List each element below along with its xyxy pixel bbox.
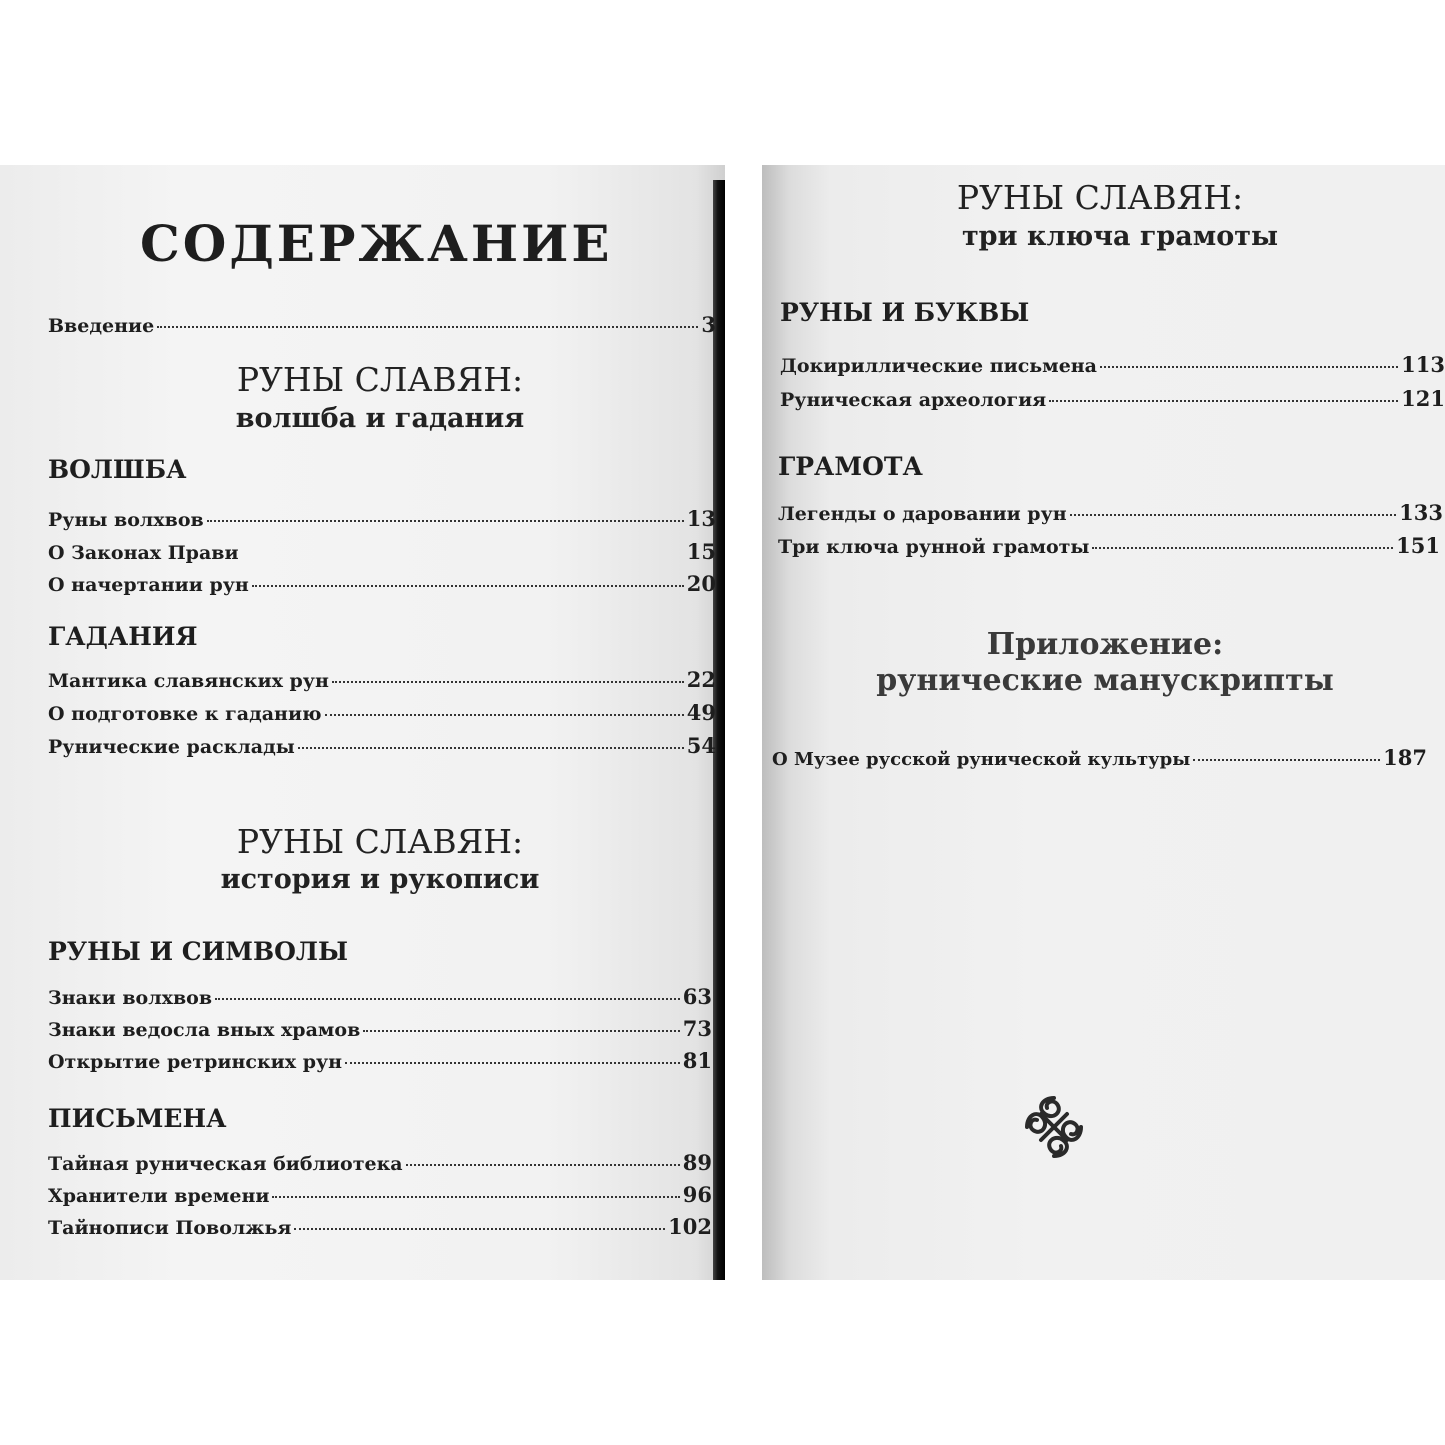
- toc-entry: [48, 1182, 712, 1207]
- section-heading-pismena: ПИСЬМЕНА: [48, 1104, 227, 1133]
- toc-entry-page: 102: [668, 1214, 712, 1239]
- toc-entry: [48, 1048, 712, 1073]
- toc-entry-page: 49: [686, 700, 716, 725]
- section-heading-runy-bukvy: РУНЫ И БУКВЫ: [780, 298, 1030, 327]
- toc-entry-label: Открытие ретринских рун: [48, 1051, 343, 1073]
- toc-entry-label: Тайнописи Поволжья: [48, 1217, 292, 1239]
- toc-entry: [48, 1214, 712, 1239]
- leader-dots: [332, 681, 684, 683]
- toc-entry-label: Рунические расклады: [48, 736, 295, 758]
- toc-entry-page: 151: [1396, 533, 1440, 558]
- toc-entry-label: О Музее русской рунической культуры: [772, 749, 1191, 770]
- toc-entry: [48, 984, 712, 1009]
- section-heading-runy-simvoly: РУНЫ И СИМВОЛЫ: [48, 937, 349, 966]
- leader-dots: [215, 998, 680, 1000]
- toc-entry-page: 96: [682, 1182, 712, 1207]
- toc-entry: [48, 506, 716, 531]
- toc-entry-label: Руны волхвов: [48, 509, 204, 531]
- leader-dots: [345, 1062, 680, 1064]
- toc-entry-page: 15: [686, 539, 716, 564]
- toc-entry-page: 3: [701, 312, 716, 337]
- toc-entry-intro: [48, 312, 716, 337]
- toc-entry-page: 81: [682, 1048, 712, 1073]
- toc-entry: [48, 571, 716, 596]
- toc-entry: [48, 733, 716, 758]
- celtic-knot-ornament-icon: [1017, 1090, 1091, 1164]
- leader-dots: [1092, 547, 1393, 549]
- leader-dots: [406, 1164, 680, 1166]
- book-spine: [713, 180, 725, 1280]
- section-heading-gadaniya: ГАДАНИЯ: [48, 622, 198, 651]
- leader-dots: [1193, 759, 1380, 761]
- toc-entry-page: 63: [682, 984, 712, 1009]
- toc-entry: [48, 1150, 712, 1175]
- toc-entry-page: 89: [682, 1150, 712, 1175]
- toc-entry-page: 113: [1401, 352, 1445, 377]
- toc-entry-page: 187: [1383, 745, 1427, 770]
- leader-dots: [272, 1196, 679, 1198]
- toc-entry-label: Тайная руническая библиотека: [48, 1153, 403, 1175]
- toc-entry-label: Знаки ведосла вных храмов: [48, 1019, 361, 1041]
- right-page: [762, 165, 1445, 1280]
- leader-dots: [157, 326, 698, 328]
- leader-dots: [294, 1228, 665, 1230]
- leader-dots: [207, 520, 684, 522]
- part-title-1: РУНЫ СЛАВЯН:: [236, 360, 524, 399]
- part-subtitle-3: три ключа грамоты: [961, 221, 1279, 252]
- appendix-subtitle: рунические манускрипты: [876, 663, 1334, 698]
- toc-entry-label: Три ключа рунной грамоты: [778, 536, 1090, 558]
- toc-entry: [48, 539, 716, 564]
- leader-dots: [298, 747, 684, 749]
- toc-entry-label: О начертании рун: [48, 574, 249, 596]
- toc-entry: [780, 352, 1445, 377]
- toc-entry-label: Хранители времени: [48, 1185, 270, 1207]
- leader-space: [242, 553, 684, 555]
- leader-dots: [363, 1030, 679, 1032]
- toc-entry-page: 20: [686, 571, 716, 596]
- toc-entry-page: 133: [1399, 500, 1443, 525]
- toc-entry-page: 22: [686, 667, 716, 692]
- toc-entry: [48, 1016, 712, 1041]
- toc-entry-label: Докириллические письмена: [780, 355, 1097, 377]
- toc-entry: [778, 500, 1443, 525]
- leader-dots: [1070, 514, 1397, 516]
- toc-entry-page: 13: [686, 506, 716, 531]
- page-title: СОДЕРЖАНИЕ: [140, 214, 613, 273]
- toc-entry: [780, 386, 1445, 411]
- toc-entry-page: 73: [682, 1016, 712, 1041]
- part-title-2: РУНЫ СЛАВЯН:: [236, 822, 524, 861]
- part-subtitle-2: история и рукописи: [220, 864, 540, 895]
- toc-entry-label: Знаки волхвов: [48, 987, 213, 1009]
- part-subtitle-1: волшба и гадания: [235, 403, 525, 434]
- toc-entry: [48, 667, 716, 692]
- section-heading-gramota: ГРАМОТА: [778, 452, 923, 481]
- toc-entry: [772, 745, 1427, 770]
- leader-dots: [1049, 400, 1398, 402]
- leader-dots: [252, 585, 684, 587]
- leader-dots: [1100, 366, 1398, 368]
- leader-dots: [325, 714, 684, 716]
- toc-entry-page: 121: [1401, 386, 1445, 411]
- toc-entry: [778, 533, 1440, 558]
- toc-entry-label: О Законах Прави: [48, 542, 239, 564]
- section-heading-volshba: ВОЛШБА: [48, 455, 187, 484]
- part-title-3: РУНЫ СЛАВЯН:: [956, 178, 1244, 217]
- toc-entry-label: Руническая археология: [780, 389, 1047, 411]
- toc-entry-label: О подготовке к гаданию: [48, 703, 322, 725]
- toc-entry-page: 54: [686, 733, 716, 758]
- toc-entry-label: Мантика славянских рун: [48, 670, 329, 692]
- appendix-title: Приложение:: [986, 627, 1224, 662]
- toc-entry-label: Введение: [48, 315, 155, 337]
- toc-entry: [48, 700, 716, 725]
- toc-entry-label: Легенды о даровании рун: [778, 503, 1067, 525]
